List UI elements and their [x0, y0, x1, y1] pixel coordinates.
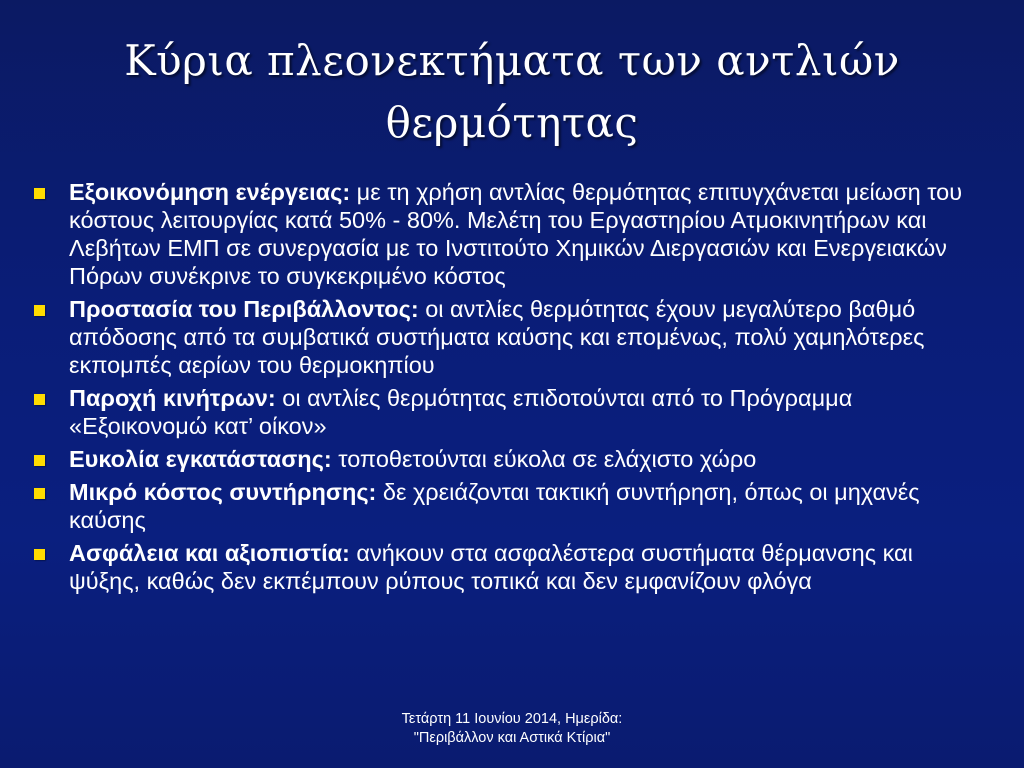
- bullet-item: [34, 539, 964, 595]
- bullet-heading: Ασφάλεια και αξιοπιστία:: [69, 540, 350, 566]
- square-bullet-icon: [34, 455, 45, 466]
- bullet-list: [34, 178, 964, 600]
- footer-line-1: Τετάρτη 11 Ιουνίου 2014, Ημερίδα:: [401, 711, 623, 727]
- square-bullet-icon: [34, 488, 45, 499]
- bullet-item: [34, 445, 964, 473]
- footer-line-2: "Περιβάλλον και Αστικά Κτίρια": [413, 730, 611, 746]
- square-bullet-icon: [34, 549, 45, 560]
- slide-footer: [340, 710, 684, 748]
- bullet-text: οι αντλίες θερμότητας επιδοτούνται από το Πρόγραμμα «Εξοικονομώ κατ’ οίκον»: [69, 385, 853, 439]
- bullet-text: οι αντλίες θερμότητας έχουν μεγαλύτερο βαθμό απόδοσης από τα συμβατικά συστήματα καύσης και επομένως, πολύ χαμηλότερες εκπομπές αερίων του θερμοκηπίου: [69, 296, 925, 378]
- bullet-heading: Ευκολία εγκατάστασης:: [69, 446, 332, 472]
- bullet-heading: Μικρό κόστος συντήρησης:: [69, 479, 377, 505]
- bullet-text: ανήκουν στα ασφαλέστερα συστήματα θέρμανσης και ψύξης, καθώς δεν εκπέμπουν ρύπους τοπικά και δεν εμφανίζουν φλόγα: [69, 540, 913, 594]
- bullet-item: [34, 478, 964, 534]
- slide-title-line-2: θερμότητας: [385, 98, 639, 147]
- bullet-item: [34, 384, 964, 440]
- square-bullet-icon: [34, 305, 45, 316]
- bullet-text: τοποθετούνται εύκολα σε ελάχιστο χώρο: [331, 446, 757, 472]
- square-bullet-icon: [34, 394, 45, 405]
- bullet-heading: Παροχή κινήτρων:: [69, 385, 276, 411]
- bullet-item: [34, 178, 964, 290]
- bullet-text: δε χρειάζονται τακτική συντήρηση, όπως οι μηχανές καύσης: [69, 479, 920, 533]
- bullet-heading: Προστασία του Περιβάλλοντος:: [69, 296, 419, 322]
- bullet-heading: Εξοικονόμηση ενέργειας:: [69, 179, 351, 205]
- slide-title: [60, 30, 964, 154]
- bullet-item: [34, 295, 964, 379]
- bullet-text: με τη χρήση αντλίας θερμότητας επιτυγχάνεται μείωση του κόστους λειτουργίας κατά 50% - 80%. Μελέτη του Εργαστηρίου Ατμοκινητήρων και Λεβήτων ΕΜΠ σε συνεργασία με το Ινστιτούτο Χημικών Διεργασιών και Ενεργειακών Πόρων συνέκρινε το συγκεκριμένο κόστος: [69, 179, 963, 289]
- square-bullet-icon: [34, 188, 45, 199]
- slide-title-line-1: Κύρια πλεονεκτήματα των αντλιών: [124, 36, 900, 85]
